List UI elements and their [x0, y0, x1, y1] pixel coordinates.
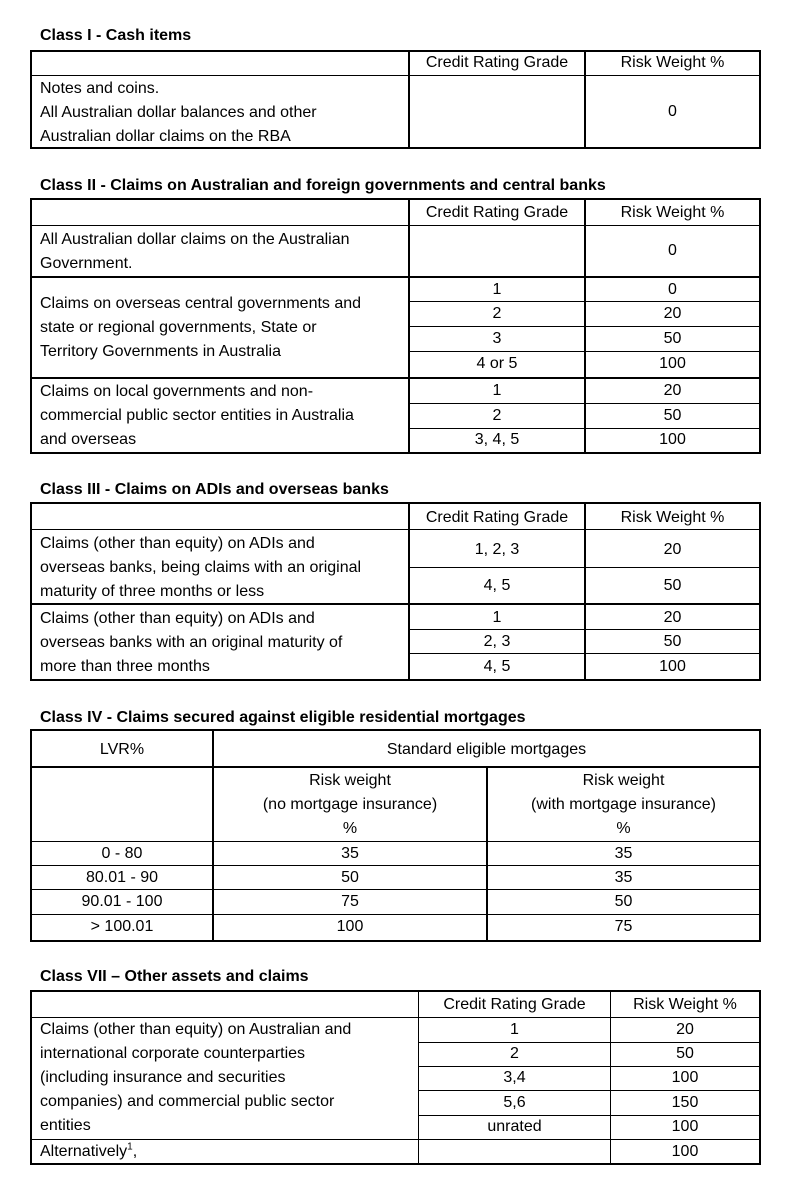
class7-alt-weight: 100 [671, 1143, 699, 1160]
class2-col-weight: Risk Weight % [620, 204, 725, 221]
class3-row1-grade: 1, 2, 3 [474, 541, 520, 558]
class1-weight: 0 [668, 103, 677, 120]
class2-col-grade: Credit Rating Grade [425, 204, 569, 221]
class4-lvr: 90.01 - 100 [81, 893, 163, 910]
class3-row2-weight: 20 [663, 609, 682, 626]
class3-col-grade: Credit Rating Grade [425, 509, 569, 526]
class4-ins: 35 [614, 845, 633, 862]
class3-row2-grade: 4, 5 [483, 658, 511, 675]
class3-row2-weight: 50 [663, 633, 682, 650]
class3-table [30, 502, 761, 681]
class7-col-weight: Risk Weight % [633, 996, 737, 1013]
class2-row2-grade: 2 [492, 305, 502, 322]
class3-row1-desc: Claims (other than equity) on ADIs and overseas banks, being claims with an original maturity of three months or less [40, 535, 362, 600]
class7-desc: Claims (other than equity) on Australian and international corporate counterparties (including insurance and securities companies) and commercial public sector entities [40, 1021, 352, 1134]
class2-table [30, 198, 761, 454]
class7-weight: 150 [671, 1094, 699, 1111]
class2-heading: Class II - Claims on Australian and foreign governments and central banks [40, 177, 606, 194]
class7-grade: 3,4 [503, 1069, 526, 1086]
class3-row1-weight: 50 [663, 577, 682, 594]
class3-heading: Class III - Claims on ADIs and overseas banks [40, 481, 389, 498]
class4-heading: Class IV - Claims secured against eligible residential mortgages [40, 709, 526, 726]
class7-weight: 20 [676, 1021, 694, 1038]
class2-row2-desc: Claims on overseas central governments and state or regional governments, State or Territory Governments in Australia [40, 295, 362, 360]
class4-lvr: 0 - 80 [101, 845, 143, 862]
class2-row3-weight: 100 [659, 431, 686, 448]
class1-desc: Notes and coins. All Australian dollar balances and other Australian dollar claims on the RBA [40, 80, 317, 145]
class2-row3-weight: 50 [663, 407, 682, 424]
class4-no-ins: 75 [341, 893, 359, 910]
class2-row2-weight: 20 [663, 305, 682, 322]
class2-row2-weight: 50 [663, 330, 682, 347]
class7-weight: 50 [676, 1045, 694, 1062]
class4-col-standard: Standard eligible mortgages [386, 741, 587, 758]
class2-row1-desc: All Australian dollar claims on the Australian Government. [40, 231, 350, 272]
class3-row2-weight: 100 [659, 658, 686, 675]
class2-row2-weight: 0 [668, 281, 677, 298]
class4-no-ins: 35 [341, 845, 359, 862]
class2-row3-grade: 1 [492, 382, 502, 399]
class7-grade: 5,6 [503, 1094, 526, 1111]
class2-row2-grade: 3 [492, 330, 502, 347]
class4-sub-insurance: Risk weight (with mortgage insurance) % [531, 772, 716, 837]
class3-row2-grade: 1 [492, 609, 502, 626]
class4-no-ins: 100 [336, 918, 364, 935]
class2-row2-grade: 4 or 5 [476, 355, 518, 372]
class2-row1-weight: 0 [668, 242, 677, 259]
class2-row3-weight: 20 [663, 382, 682, 399]
class7-table [30, 990, 761, 1165]
class3-row2-desc: Claims (other than equity) on ADIs and overseas banks with an original maturity of more than three months [40, 610, 343, 675]
class4-ins: 50 [614, 893, 633, 910]
class3-row1-grade: 4, 5 [483, 577, 511, 594]
class1-col-weight: Risk Weight % [620, 54, 725, 71]
class2-row2-weight: 100 [659, 355, 686, 372]
class2-row3-desc: Claims on local governments and non- commercial public sector entities in Australia and overseas [40, 383, 354, 448]
class7-alternatively: Alternatively$^1$, [40, 1141, 138, 1160]
class7-weight: 100 [671, 1069, 699, 1086]
class3-row2-grade: 2, 3 [483, 633, 511, 650]
class7-heading: Class VII – Other assets and claims [40, 968, 309, 985]
footnote-marker: 1 [127, 1141, 133, 1153]
class3-row1-weight: 20 [663, 541, 682, 558]
class7-weight: 100 [671, 1118, 699, 1135]
class2-row2-grade: 1 [492, 281, 502, 298]
class1-table [30, 50, 761, 149]
class4-table [30, 729, 761, 942]
class4-no-ins: 50 [341, 869, 359, 886]
class7-grade: unrated [487, 1118, 542, 1135]
class7-grade: 2 [510, 1045, 519, 1062]
class3-col-weight: Risk Weight % [620, 509, 725, 526]
class1-col-grade: Credit Rating Grade [425, 54, 569, 71]
class2-row3-grade: 3, 4, 5 [474, 431, 520, 448]
class4-ins: 75 [614, 918, 633, 935]
class4-lvr: > 100.01 [90, 918, 154, 935]
class2-row3-grade: 2 [492, 407, 502, 424]
class4-sub-no-insurance: Risk weight (no mortgage insurance) % [262, 772, 438, 837]
class7-grade: 1 [510, 1021, 519, 1038]
class4-col-lvr: LVR% [99, 741, 145, 758]
class7-col-grade: Credit Rating Grade [443, 996, 586, 1013]
class4-ins: 35 [614, 869, 633, 886]
class4-lvr: 80.01 - 90 [85, 869, 159, 886]
class1-heading: Class I - Cash items [40, 27, 192, 44]
